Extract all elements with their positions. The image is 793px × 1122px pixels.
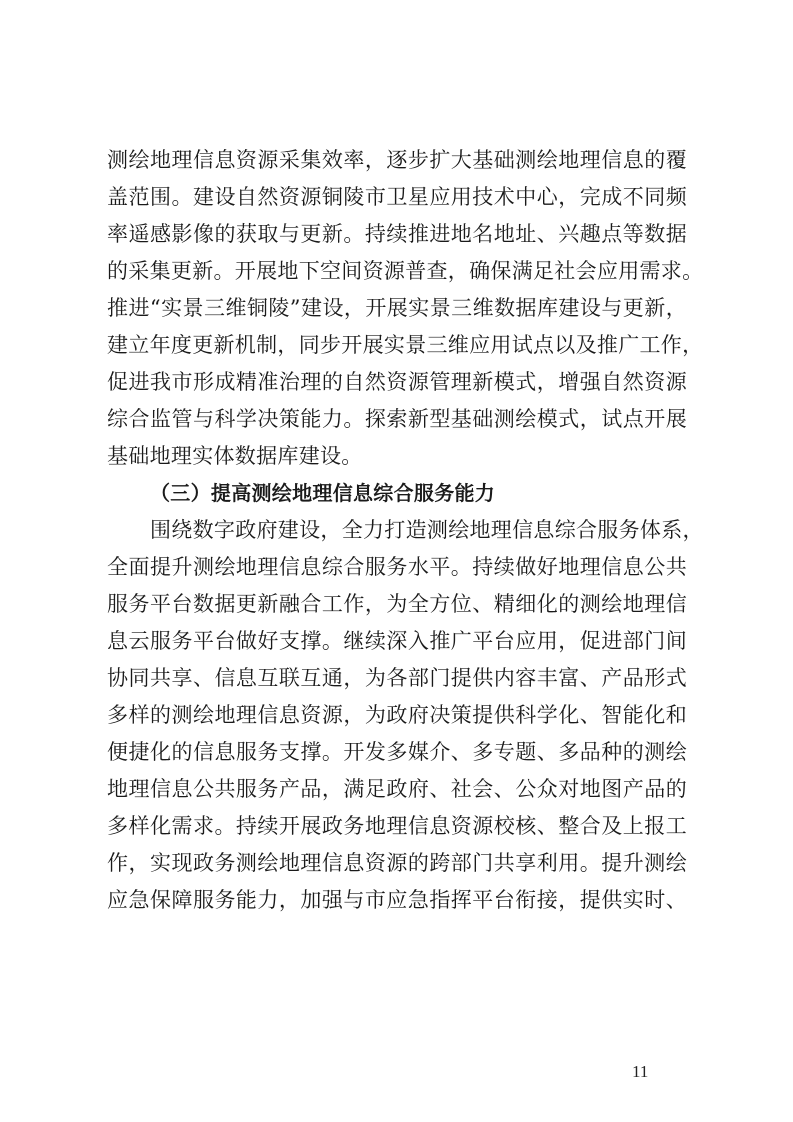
text-line: 息云服务平台做好支撑。继续深入推广平台应用，促进部门间 [107, 629, 687, 653]
text-line: 应急保障服务能力，加强与市应急指挥平台衔接，提供实时、 [107, 888, 687, 912]
text-line: 测绘地理信息资源采集效率，逐步扩大基础测绘地理信息的覆 [107, 148, 687, 172]
text-line: 地理信息公共服务产品，满足政府、社会、公众对地图产品的 [107, 777, 687, 801]
text-line: 全面提升测绘地理信息综合服务水平。持续做好地理信息公共 [107, 555, 687, 579]
paragraph-2 [107, 512, 704, 919]
text-line: 率遥感影像的获取与更新。持续推进地名地址、兴趣点等数据 [107, 222, 687, 246]
document-body [107, 142, 704, 919]
text-line: 推进“实景三维铜陵”建设，开展实景三维数据库建设与更新， [107, 296, 687, 320]
text-line: 盖范围。建设自然资源铜陵市卫星应用技术中心，完成不同频 [107, 185, 687, 209]
text-line: 的采集更新。开展地下空间资源普查，确保满足社会应用需求。 [107, 259, 704, 283]
text-line: 建立年度更新机制，同步开展实景三维应用试点以及推广工作， [107, 333, 704, 357]
text-line: 作，实现政务测绘地理信息资源的跨部门共享利用。提升测绘 [107, 851, 687, 875]
section-heading: （三）提高测绘地理信息综合服务能力 [150, 481, 496, 505]
text-line: 多样的测绘地理信息资源，为政府决策提供科学化、智能化和 [107, 703, 687, 727]
text-line: 服务平台数据更新融合工作，为全方位、精细化的测绘地理信 [107, 592, 687, 616]
text-line: 促进我市形成精准治理的自然资源管理新模式，增强自然资源 [107, 370, 687, 394]
text-line: 基础地理实体数据库建设。 [107, 444, 363, 468]
page-number: 11 [632, 1062, 649, 1081]
text-line: 多样化需求。持续开展政务地理信息资源校核、整合及上报工 [107, 814, 687, 838]
text-line: 围绕数字政府建设，全力打造测绘地理信息综合服务体系， [150, 518, 704, 542]
text-line: 协同共享、信息互联互通，为各部门提供内容丰富、产品形式 [107, 666, 687, 690]
text-line: 便捷化的信息服务支撑。开发多媒介、多专题、多品种的测绘 [107, 740, 687, 764]
paragraph-1 [107, 142, 704, 475]
text-line: 综合监管与科学决策能力。探索新型基础测绘模式，试点开展 [107, 407, 687, 431]
